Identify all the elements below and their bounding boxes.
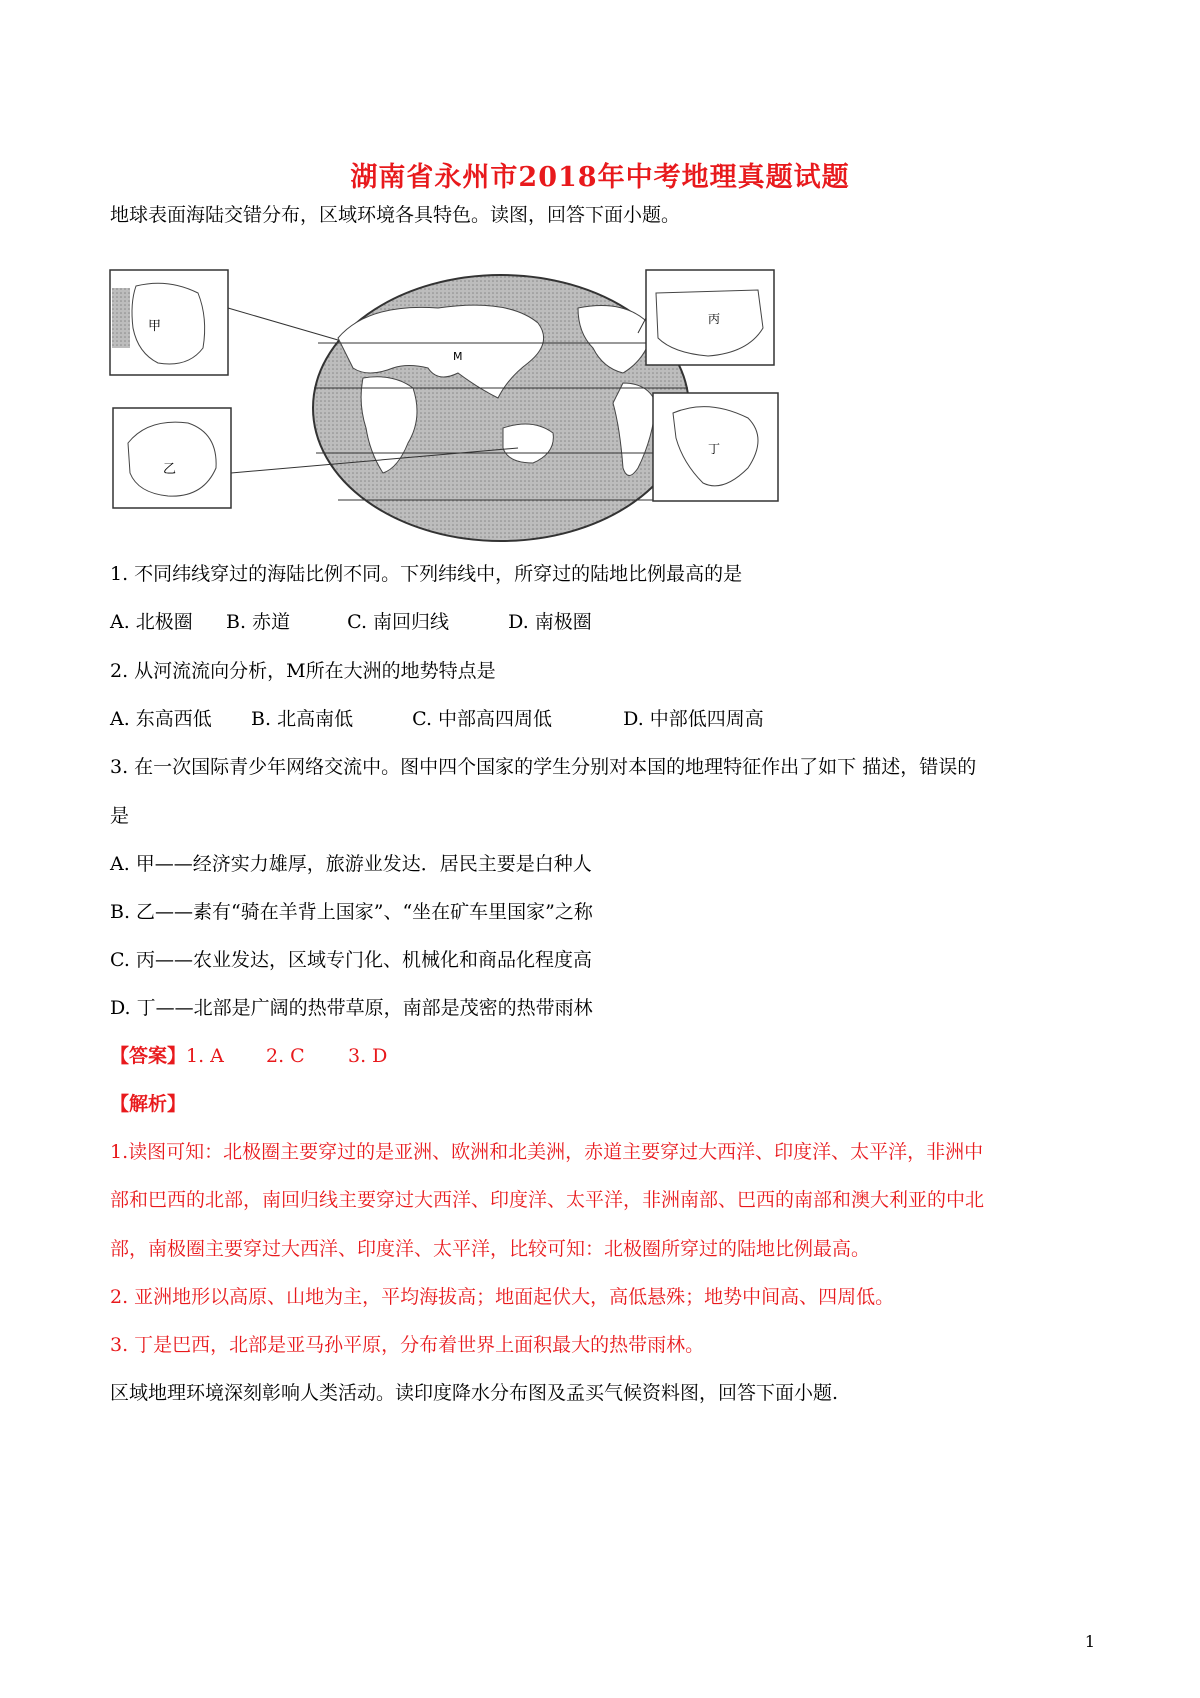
q2-option-d: D. 中部低四周高 — [623, 708, 764, 730]
analysis-tag: 【解析】 — [110, 1093, 187, 1115]
inset-label-jia: 甲 — [148, 319, 162, 334]
q1-option-d: D. 南极圈 — [508, 611, 592, 633]
q3-option-c: C. 丙——农业发达，区域专门化、机械化和商品化程度高 — [110, 949, 592, 971]
answer-1: 1. A — [186, 1045, 224, 1067]
answer-3: 3. D — [348, 1045, 388, 1067]
q1-option-c: C. 南回归线 — [347, 611, 450, 633]
inset-label-ding: 丁 — [708, 442, 721, 456]
page-title: 湖南省永州市2018年中考地理真题试题 — [350, 162, 850, 193]
q2-option-b: B. 北高南低 — [251, 708, 354, 730]
next-intro-text: 区域地理环境深刻彰响人类活动。读印度降水分布图及孟买气候资料图，回答下面小题. — [110, 1382, 839, 1404]
q3-option-d: D. 丁——北部是广阔的热带草原，南部是茂密的热带雨林 — [110, 997, 593, 1019]
q3-option-b: B. 乙——素有“骑在羊背上国家”、“坐在矿车里国家”之称 — [110, 901, 593, 923]
question-1-options — [110, 609, 592, 635]
question-1-stem: 1. 不同纬线穿过的海陆比例不同。下列纬线中，所穿过的陆地比例最高的是 — [110, 563, 743, 585]
analysis-line-3: 部，南极圈主要穿过大西洋、印度洋、太平洋，比较可知：北极圈所穿过的陆地比例最高。 — [110, 1238, 871, 1260]
question-3-stem-line2: 是 — [110, 805, 130, 827]
inset-map-jia — [110, 270, 338, 375]
question-2-options — [110, 706, 764, 732]
q1-option-b: B. 赤道 — [226, 611, 291, 633]
intro-text: 地球表面海陆交错分布，区域环境各具特色。读图，回答下面小题。 — [110, 204, 681, 226]
q3-option-a: A. 甲——经济实力雄厚，旅游业发达．居民主要是白种人 — [110, 853, 592, 875]
inset-map-ding — [653, 393, 778, 501]
answer-line — [110, 1043, 387, 1069]
question-2-stem: 2. 从河流流向分析，M所在大洲的地势特点是 — [110, 660, 496, 682]
q1-option-a: A. 北极圈 — [110, 611, 193, 633]
page-number: 1 — [1084, 1632, 1095, 1651]
answer-2: 2. C — [266, 1045, 305, 1067]
inset-label-bing: 丙 — [708, 312, 721, 326]
analysis-line-5: 3. 丁是巴西，北部是亚马孙平原，分布着世界上面积最大的热带雨林。 — [110, 1334, 705, 1356]
q2-option-a: A. 东高西低 — [110, 708, 212, 730]
inset-map-bing — [638, 270, 774, 365]
inset-label-yi: 乙 — [163, 462, 177, 477]
analysis-line-1: 1.读图可知：北极圈主要穿过的是亚洲、欧洲和北美洲，赤道主要穿过大西洋、印度洋、太平洋，非洲中 — [110, 1141, 984, 1163]
question-3-stem-line1: 3. 在一次国际青少年网络交流中。图中四个国家的学生分别对本国的地理特征作出了如下 描述，错误的 — [110, 756, 977, 778]
analysis-line-2: 部和巴西的北部，南回归线主要穿过大西洋、印度洋、太平洋，非洲南部、巴西的南部和澳大利亚的中北 — [110, 1189, 985, 1211]
map-label-m: M — [453, 350, 463, 363]
analysis-line-4: 2. 亚洲地形以高原、山地为主，平均海拔高；地面起伏大，高低悬殊；地势中间高、四周低。 — [110, 1286, 895, 1308]
world-map-figure — [108, 268, 848, 543]
main-world-map — [313, 275, 689, 541]
answer-tag: 【答案】 — [110, 1045, 187, 1067]
q2-option-c: C. 中部高四周低 — [412, 708, 553, 730]
